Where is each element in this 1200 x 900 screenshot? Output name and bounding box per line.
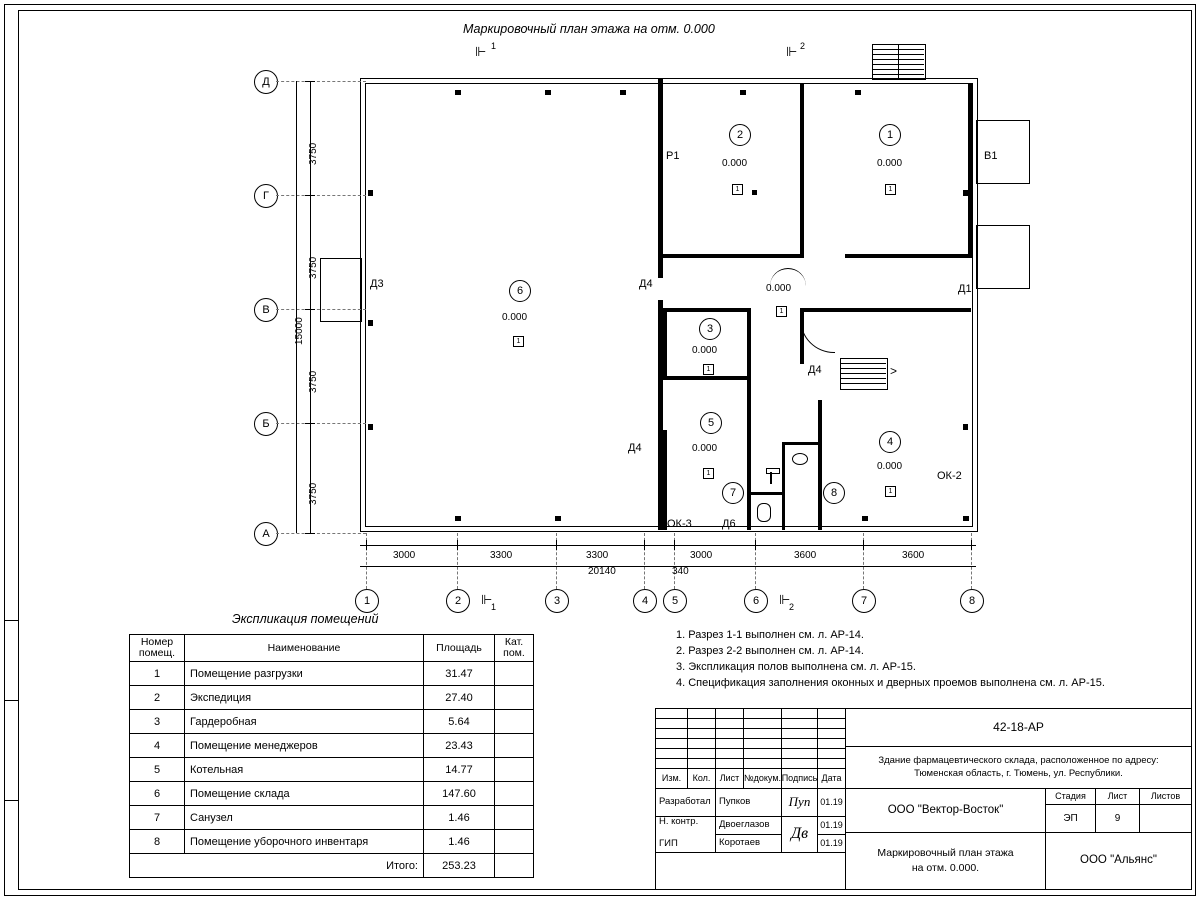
stamp-name-3: Коротаев bbox=[716, 835, 782, 853]
revision-col-div-2 bbox=[688, 709, 716, 769]
dim-horizontal-2: 3300 bbox=[490, 550, 513, 561]
stamp-sheet-title-line-1: Маркировочный план этажа bbox=[877, 847, 1014, 860]
opening-label-d1: Д1 bbox=[958, 283, 972, 295]
cell-kat bbox=[495, 710, 534, 734]
opening-label-d4-2: Д4 bbox=[808, 364, 822, 376]
dim-horizontal-5: 3600 bbox=[794, 550, 817, 561]
table-header-row bbox=[130, 635, 534, 662]
dim-horizontal-3: 3300 bbox=[586, 550, 609, 561]
note-3: 3. Экспликация полов выполнена см. л. АР-15. bbox=[676, 660, 916, 673]
room-level-1: 0.000 bbox=[877, 158, 903, 169]
title-block bbox=[655, 708, 1192, 890]
dim-tick bbox=[674, 540, 675, 550]
dim-horizontal-6: 3600 bbox=[902, 550, 925, 561]
sheet-left-margin-block bbox=[4, 620, 18, 891]
room-level-5: 0.000 bbox=[692, 443, 718, 454]
dim-tick bbox=[305, 309, 315, 310]
cell-name: Гардеробная bbox=[185, 710, 424, 734]
floor-type-icon-4: 1 bbox=[885, 486, 896, 497]
dim-tick bbox=[457, 540, 458, 550]
stamp-object-line-2: Тюменская область, г. Тюмень, ул. Республики. bbox=[914, 767, 1123, 779]
cell-area: 23.43 bbox=[424, 734, 495, 758]
floor-type-icon-6: 1 bbox=[513, 336, 524, 347]
cell-num: 2 bbox=[130, 686, 185, 710]
room-level-6: 0.000 bbox=[502, 312, 528, 323]
dim-vertical-4: 3750 bbox=[308, 482, 319, 505]
cell-name: Помещение разгрузки bbox=[185, 662, 424, 686]
stamp-stage-value: ЭП bbox=[1046, 805, 1096, 833]
window-tick bbox=[545, 90, 551, 95]
interior-wall-h4 bbox=[663, 376, 751, 380]
header-name: Наименование bbox=[185, 635, 424, 662]
basin-stand bbox=[770, 472, 772, 484]
window-tick bbox=[963, 424, 968, 430]
stamp-signature-2: Дв bbox=[782, 817, 818, 853]
window-tick bbox=[658, 110, 663, 116]
cell-area: 14.77 bbox=[424, 758, 495, 782]
window-tick bbox=[368, 424, 373, 430]
dim-vertical-3: 3750 bbox=[308, 370, 319, 393]
stamp-date-2: 01.19 bbox=[818, 817, 846, 835]
room-level-3: 0.000 bbox=[692, 345, 718, 356]
opening-label-ok2: ОК-2 bbox=[937, 470, 962, 482]
dim-horizontal-1: 3000 bbox=[393, 550, 416, 561]
room-marker-5: 5 bbox=[700, 412, 722, 434]
cell-name: Помещение менеджеров bbox=[185, 734, 424, 758]
stair-divider bbox=[898, 44, 899, 78]
room-marker-4: 4 bbox=[879, 431, 901, 453]
section-mark-top-1-icon: ⊩ bbox=[475, 44, 487, 59]
opening-label-r1: Р1 bbox=[666, 150, 680, 162]
stamp-sheet-value: 9 bbox=[1096, 805, 1140, 833]
dim-line-horizontal-outer bbox=[360, 566, 976, 567]
plan-title: Маркировочный план этажа на отм. 0.000 bbox=[463, 22, 715, 36]
window-tick bbox=[740, 90, 746, 95]
revision-col-div-1 bbox=[656, 709, 688, 769]
stamp-date-3: 01.19 bbox=[818, 835, 846, 853]
cell-area: 27.40 bbox=[424, 686, 495, 710]
window-tick bbox=[555, 516, 561, 521]
table-row bbox=[130, 710, 534, 734]
dim-tick bbox=[305, 81, 315, 82]
header-area: Площадь bbox=[424, 635, 495, 662]
axis-marker-a: А bbox=[254, 522, 278, 546]
cell-kat bbox=[495, 758, 534, 782]
dim-tick bbox=[556, 540, 557, 550]
annex-east-2 bbox=[976, 225, 1030, 289]
note-1: 1. Разрез 1-1 выполнен см. л. АР-14. bbox=[676, 629, 864, 641]
dim-extra: 340 bbox=[672, 566, 689, 577]
stamp-col-header-izm: Изм. bbox=[656, 769, 688, 789]
floor-type-icon-2: 1 bbox=[732, 184, 743, 195]
cell-num: 6 bbox=[130, 782, 185, 806]
stamp-sheet-title-line-2: на отм. 0.000. bbox=[911, 862, 980, 874]
stamp-object-line-1: Здание фармацевтического склада, расположенное по адресу: bbox=[878, 754, 1159, 766]
axis-marker-7: 7 bbox=[852, 589, 876, 613]
note-4: 4. Спецификация заполнения оконных и дверных проемов выполнена см. л. АР-15. bbox=[676, 676, 1105, 689]
window-tick bbox=[800, 110, 804, 116]
room-marker-7: 7 bbox=[722, 482, 744, 504]
stair-step bbox=[840, 368, 886, 369]
note-2: 2. Разрез 2-2 выполнен см. л. АР-14. bbox=[676, 644, 864, 657]
cell-area: 147.60 bbox=[424, 782, 495, 806]
total-label: Итого: bbox=[130, 854, 424, 878]
section-mark-bottom-2-icon: ⊩ bbox=[779, 592, 791, 607]
dim-horizontal-total: 20140 bbox=[588, 566, 616, 577]
axis-line-b bbox=[276, 423, 366, 424]
stamp-company: ООО "Вектор-Восток" bbox=[846, 789, 1046, 833]
stamp-col-header-ndokum: №докум. bbox=[744, 769, 782, 789]
cell-num: 5 bbox=[130, 758, 185, 782]
dim-tick bbox=[755, 540, 756, 550]
header-num: Номер помещ. bbox=[130, 635, 185, 662]
dim-tick bbox=[305, 423, 315, 424]
table-row bbox=[130, 758, 534, 782]
window-tick bbox=[963, 190, 968, 196]
window-tick bbox=[963, 516, 969, 521]
window-tick bbox=[862, 516, 868, 521]
room-marker-8: 8 bbox=[823, 482, 845, 504]
interior-wall-h1 bbox=[663, 254, 804, 258]
axis-marker-4: 4 bbox=[633, 589, 657, 613]
stamp-bottom-left-empty bbox=[656, 853, 846, 889]
floor-type-icon-7: 1 bbox=[776, 306, 787, 317]
axis-marker-v: В bbox=[254, 298, 278, 322]
cell-kat bbox=[495, 662, 534, 686]
room-marker-6: 6 bbox=[509, 280, 531, 302]
section-mark-bottom-1-label: 1 bbox=[491, 602, 497, 612]
axis-marker-3: 3 bbox=[545, 589, 569, 613]
cell-kat bbox=[495, 686, 534, 710]
cell-num: 4 bbox=[130, 734, 185, 758]
dim-line-horizontal-inner bbox=[360, 545, 976, 546]
axis-line-v bbox=[276, 309, 366, 310]
dim-tick bbox=[305, 195, 315, 196]
stamp-role-2: Н. контр. bbox=[656, 817, 716, 853]
window-tick bbox=[368, 320, 373, 326]
sink-fixture bbox=[792, 453, 808, 465]
dim-vertical-1: 3750 bbox=[308, 142, 319, 165]
stamp-code: 42-18-АР bbox=[846, 709, 1191, 747]
axis-marker-1: 1 bbox=[355, 589, 379, 613]
window-tick bbox=[658, 170, 663, 176]
stamp-date-1: 01.19 bbox=[818, 789, 846, 817]
cell-area: 1.46 bbox=[424, 830, 495, 854]
window-tick bbox=[620, 90, 626, 95]
floor-type-icon-3: 1 bbox=[703, 364, 714, 375]
cell-name: Санузел bbox=[185, 806, 424, 830]
section-mark-bottom-2-label: 2 bbox=[789, 602, 795, 612]
cell-name: Помещение склада bbox=[185, 782, 424, 806]
cell-name: Экспедиция bbox=[185, 686, 424, 710]
explication-table bbox=[129, 634, 534, 878]
cell-num: 3 bbox=[130, 710, 185, 734]
sheet-left-margin-divider-2 bbox=[4, 800, 18, 801]
table-total-row bbox=[130, 854, 534, 878]
cell-area: 31.47 bbox=[424, 662, 495, 686]
section-mark-top-2-icon: ⊩ bbox=[786, 44, 798, 59]
axis-line-g bbox=[276, 195, 366, 196]
dim-tick bbox=[644, 540, 645, 550]
stamp-col-header-data: Дата bbox=[818, 769, 846, 789]
stamp-object-block bbox=[846, 747, 1191, 789]
stair-step bbox=[840, 363, 886, 364]
header-kat: Кат. пом. bbox=[495, 635, 534, 662]
window-tick bbox=[800, 180, 804, 186]
window-tick bbox=[855, 90, 861, 95]
total-kat bbox=[495, 854, 534, 878]
dim-line-vertical-outer bbox=[296, 81, 297, 533]
cell-kat bbox=[495, 782, 534, 806]
axis-marker-g: Г bbox=[254, 184, 278, 208]
dim-tick bbox=[305, 533, 315, 534]
axis-marker-b: Б bbox=[254, 412, 278, 436]
cell-name: Котельная bbox=[185, 758, 424, 782]
total-value: 253.23 bbox=[424, 854, 495, 878]
stamp-signature-1: Пуп bbox=[782, 789, 818, 817]
floor-type-icon-5: 1 bbox=[703, 468, 714, 479]
stamp-col-header-kol: Кол. bbox=[688, 769, 716, 789]
stamp-sheet-title bbox=[846, 833, 1046, 889]
interior-wall-v6 bbox=[747, 308, 751, 530]
interior-wall-h3 bbox=[663, 308, 751, 312]
interior-wall-h7 bbox=[751, 492, 783, 495]
axis-marker-5: 5 bbox=[663, 589, 687, 613]
cell-num: 7 bbox=[130, 806, 185, 830]
room-level-4: 0.000 bbox=[877, 461, 903, 472]
dim-horizontal-4: 3000 bbox=[690, 550, 713, 561]
table-row bbox=[130, 830, 534, 854]
revision-col-div-4 bbox=[744, 709, 782, 769]
stamp-role-1: Разработал bbox=[656, 789, 716, 817]
stamp-col-header-list: Лист bbox=[716, 769, 744, 789]
cell-kat bbox=[495, 806, 534, 830]
opening-label-v1: В1 bbox=[984, 150, 998, 162]
sheet-left-margin-divider-1 bbox=[4, 700, 18, 701]
cell-area: 5.64 bbox=[424, 710, 495, 734]
window-tick bbox=[455, 90, 461, 95]
explication-title: Экспликация помещений bbox=[232, 612, 379, 626]
interior-wall-v9 bbox=[818, 400, 822, 530]
table-row bbox=[130, 686, 534, 710]
elevation-free-label: 0.000 bbox=[766, 283, 792, 294]
opening-label-d4-3: Д4 bbox=[628, 442, 642, 454]
section-mark-top-1-label: 1 bbox=[491, 41, 497, 51]
interior-wall-h6 bbox=[782, 442, 820, 445]
interior-wall-v4 bbox=[968, 83, 972, 258]
stairs-direction-arrow: > bbox=[890, 364, 898, 378]
revision-col-div-5 bbox=[782, 709, 818, 769]
table-row bbox=[130, 662, 534, 686]
axis-marker-d: Д bbox=[254, 70, 278, 94]
dim-vertical-2: 3750 bbox=[308, 256, 319, 279]
axis-line-a bbox=[276, 533, 366, 534]
revision-col-div-3 bbox=[716, 709, 744, 769]
room-marker-3: 3 bbox=[699, 318, 721, 340]
stamp-col-header-podpis: Подпись bbox=[782, 769, 818, 789]
cell-kat bbox=[495, 734, 534, 758]
table-row bbox=[130, 806, 534, 830]
interior-wall-h5 bbox=[800, 308, 971, 312]
opening-label-d3: Д3 bbox=[370, 278, 384, 290]
cell-area: 1.46 bbox=[424, 806, 495, 830]
axis-marker-8: 8 bbox=[960, 589, 984, 613]
stamp-name-2: Двоеглазов bbox=[716, 817, 782, 835]
interior-wall-v7 bbox=[663, 430, 667, 530]
stamp-client: ООО "Альянс" bbox=[1080, 854, 1157, 867]
stamp-sheets-header: Листов bbox=[1140, 789, 1191, 805]
cell-num: 1 bbox=[130, 662, 185, 686]
interior-wall-v10 bbox=[782, 445, 785, 530]
room-marker-1: 1 bbox=[879, 124, 901, 146]
room-marker-2: 2 bbox=[729, 124, 751, 146]
stamp-role-3: ГИП bbox=[656, 835, 716, 853]
table-row bbox=[130, 782, 534, 806]
stamp-name-1: Пупков bbox=[716, 789, 782, 817]
stamp-sheets-value bbox=[1140, 805, 1191, 833]
opening-label-d6: Д6 bbox=[722, 518, 736, 530]
basin-fixture bbox=[766, 468, 780, 474]
window-tick bbox=[455, 516, 461, 521]
stamp-sheet-header: Лист bbox=[1096, 789, 1140, 805]
axis-line-d bbox=[276, 81, 366, 82]
annex-west bbox=[320, 258, 362, 322]
section-mark-bottom-1-icon: ⊩ bbox=[481, 592, 493, 607]
stamp-stage-header: Стадия bbox=[1046, 789, 1096, 805]
stair-step bbox=[840, 378, 886, 379]
toilet-fixture bbox=[757, 503, 771, 522]
notes-block bbox=[676, 628, 1105, 692]
dim-tick bbox=[863, 540, 864, 550]
floor-type-icon-1: 1 bbox=[885, 184, 896, 195]
window-tick bbox=[368, 190, 373, 196]
stair-step bbox=[840, 373, 886, 374]
stair-step bbox=[840, 383, 886, 384]
cell-num: 8 bbox=[130, 830, 185, 854]
axis-marker-6: 6 bbox=[744, 589, 768, 613]
dim-vertical-total: 15000 bbox=[294, 317, 305, 345]
dim-tick bbox=[971, 540, 972, 550]
interior-wall-v5 bbox=[663, 308, 667, 376]
cell-name: Помещение уборочного инвентаря bbox=[185, 830, 424, 854]
axis-marker-2: 2 bbox=[446, 589, 470, 613]
cell-kat bbox=[495, 830, 534, 854]
room-level-2: 0.000 bbox=[722, 158, 748, 169]
table-row bbox=[130, 734, 534, 758]
interior-wall-v1 bbox=[658, 78, 663, 278]
section-mark-top-2-label: 2 bbox=[800, 41, 806, 51]
window-tick bbox=[752, 190, 757, 195]
opening-label-d4-1: Д4 bbox=[639, 278, 653, 290]
dim-tick bbox=[366, 540, 367, 550]
opening-label-ok3: ОК-3 bbox=[667, 518, 692, 530]
interior-wall-h2 bbox=[845, 254, 971, 258]
